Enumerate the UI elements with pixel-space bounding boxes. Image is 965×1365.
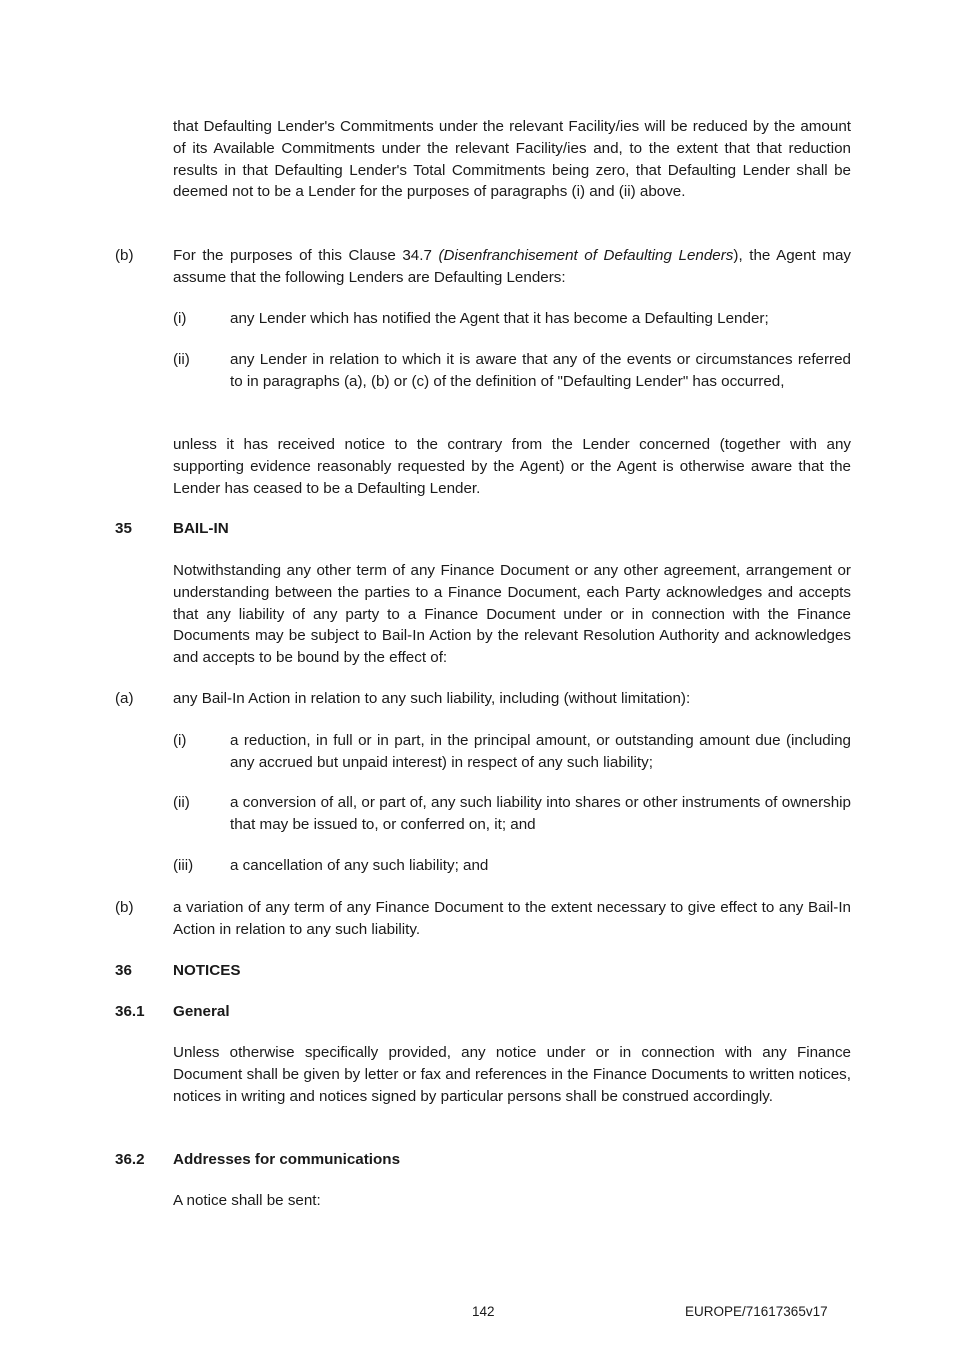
para-b-text	[173, 245, 851, 289]
para-b-text-after: ), the Agent may assume that the following Lenders are Defaulting Lenders:	[173, 247, 852, 286]
clause-35-number: 35	[115, 520, 132, 537]
section-36-2-text: A notice shall be sent:	[173, 1192, 321, 1209]
clause-35-a-iii-label: (iii)	[173, 857, 194, 874]
clause-36-number: 36	[115, 962, 132, 979]
clause-35-title: BAIL-IN	[173, 520, 229, 537]
para-b-i-label: (i)	[173, 310, 187, 327]
clause-35-a-ii-text: a conversion of all, or part of, any such liability into shares or other instruments of ownership that may be issued to, or conferred on, it; and	[230, 794, 851, 833]
page-number: 142	[472, 1304, 495, 1319]
clause-36-title: NOTICES	[173, 962, 241, 979]
document-reference: EUROPE/71617365v17	[685, 1304, 828, 1319]
para-b-i-text: any Lender which has notified the Agent that it has become a Defaulting Lender;	[230, 310, 769, 327]
para-b-label: (b)	[115, 247, 134, 264]
section-36-1-text: Unless otherwise specifically provided, any notice under or in connection with any Finance Document shall be given by letter or fax and references in the Finance Documents to written notices, notices in writing and notices signed by particular persons shall be construed accordingly.	[173, 1044, 851, 1105]
clause-35-intro: Notwithstanding any other term of any Finance Document or any other agreement, arrangement or understanding between the parties to a Finance Document, each Party acknowledges and accepts that any liability of any party to a Finance Document under or in connection with the Finance Documents may be subject to Bail-In Action by the relevant Resolution Authority and acknowledges and accepts to be bound by the effect of:	[173, 562, 851, 667]
section-36-1-title: General	[173, 1003, 230, 1020]
continuation-paragraph: that Defaulting Lender's Commitments under the relevant Facility/ies will be reduced by the amount of its Available Commitments under the relevant Facility/ies and, to the extent that that reduction results in that Defaulting Lender's Total Commitments being zero, that Defaulting Lender shall be deemed not to be a Lender for the purposes of paragraphs (i) and (ii) above.	[173, 118, 851, 201]
unless-paragraph: unless it has received notice to the contrary from the Lender concerned (together with any supporting evidence reasonably requested by the Agent) or the Agent is otherwise aware that the Lender has ceased to be a Defaulting Lender.	[173, 436, 851, 497]
section-36-2-title: Addresses for communications	[173, 1151, 401, 1168]
section-36-1-number: 36.1	[115, 1003, 145, 1020]
clause-35-b-text: a variation of any term of any Finance Document to the extent necessary to give effect to any Bail-In Action in relation to any such liability.	[173, 899, 851, 938]
para-b-text-before: For the purposes of this Clause 34.7	[173, 247, 439, 264]
section-36-2-number: 36.2	[115, 1151, 145, 1168]
clause-35-a-ii-label: (ii)	[173, 794, 190, 811]
clause-35-b-label: (b)	[115, 899, 134, 916]
para-b-ii-text: any Lender in relation to which it is aware that any of the events or circumstances referred to in paragraphs (a), (b) or (c) of the definition of "Defaulting Lender" has occurred,	[230, 351, 851, 390]
clause-35-a-i-label: (i)	[173, 732, 187, 749]
clause-35-a-i-text: a reduction, in full or in part, in the principal amount, or outstanding amount due (including any accrued but unpaid interest) in respect of any such liability;	[230, 732, 851, 771]
clause-35-a-text: any Bail-In Action in relation to any such liability, including (without limitation):	[173, 690, 691, 707]
clause-35-a-iii-text: a cancellation of any such liability; and	[230, 857, 489, 874]
para-b-ii-label: (ii)	[173, 351, 190, 368]
clause-reference-italic: (Disenfranchisement of Defaulting Lenders	[438, 247, 734, 264]
clause-35-a-label: (a)	[115, 690, 134, 707]
